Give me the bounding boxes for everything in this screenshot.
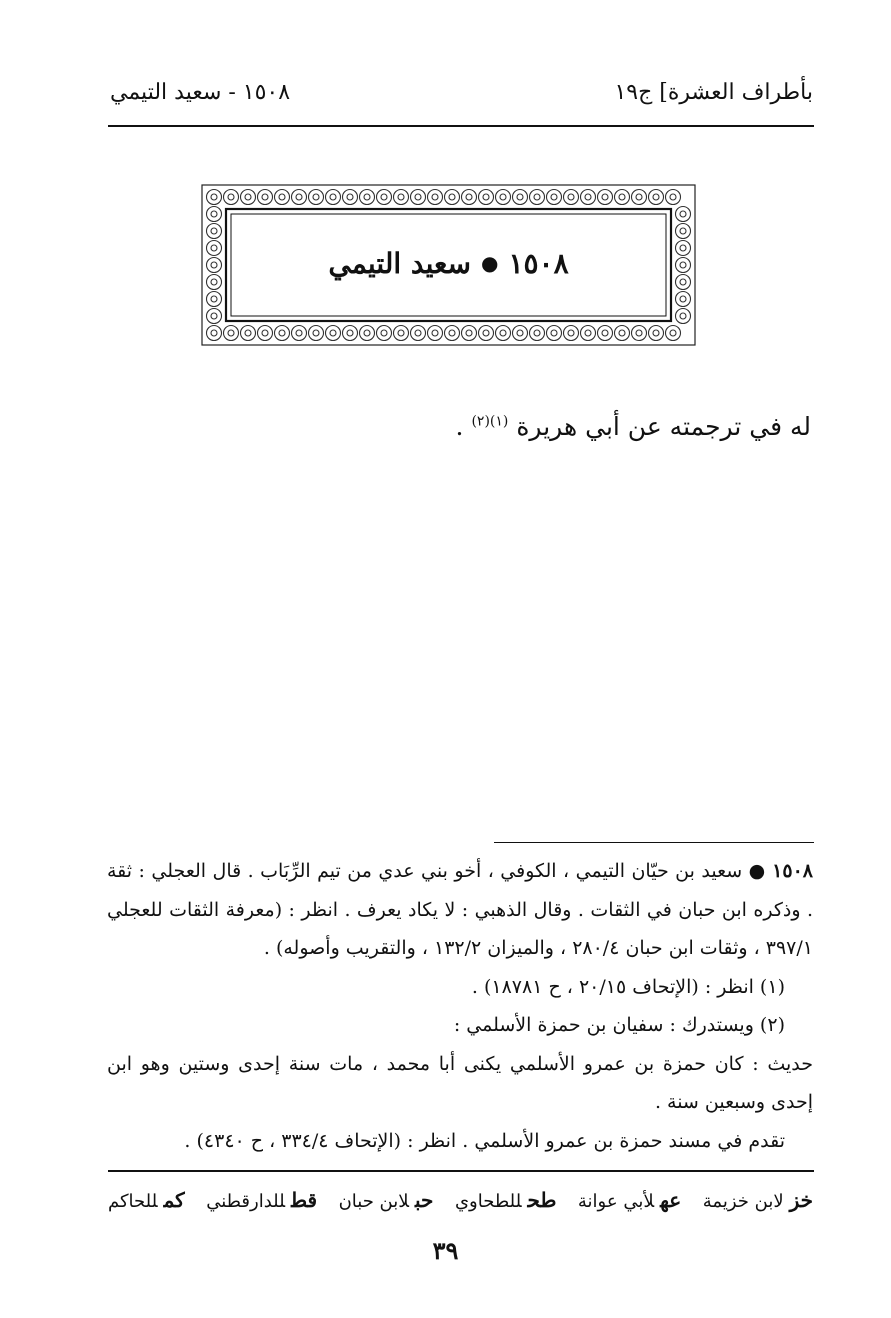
key-item xyxy=(578,1188,681,1212)
ornament-rosette xyxy=(530,190,545,205)
ornament-rosette xyxy=(479,190,494,205)
ornament-rosette xyxy=(666,326,681,341)
page-number: ٣٩ xyxy=(432,1236,459,1265)
main-text xyxy=(111,405,811,449)
abbreviation-key xyxy=(108,1180,813,1220)
ornament-rosette-center xyxy=(670,194,676,200)
ornament-rosette-center xyxy=(449,194,455,200)
ornament-rosette xyxy=(462,190,477,205)
main-text-end: . xyxy=(455,412,464,441)
ornament-rosette xyxy=(360,190,375,205)
footnotes xyxy=(107,852,813,1160)
ornament-rosette xyxy=(258,190,273,205)
entry-name: سعيد التيمي xyxy=(328,246,471,280)
footnote-1: (١) انظر : (الإتحاف ٢٠/١٥ ، ح ١٨٧٨١) . xyxy=(471,975,785,998)
key-code: طح xyxy=(527,1188,557,1212)
ornament-rosette xyxy=(241,326,256,341)
footnote-cross-reference: تقدم في مسند حمزة بن عمرو الأسلمي . انظر : (الإتحاف ٣٣٤/٤ ، ح ٤٣٤٠) . xyxy=(184,1129,785,1152)
ornament-rosette xyxy=(462,326,477,341)
ornament-rosette-center xyxy=(228,330,234,336)
ornament-rosette xyxy=(241,190,256,205)
ornament-rosette-center xyxy=(551,330,557,336)
ornament-rosette xyxy=(676,292,691,307)
ornament-rosette xyxy=(598,326,613,341)
ornament-rosette xyxy=(666,190,681,205)
ornament-rosette-center xyxy=(364,194,370,200)
ornament-rosette-center xyxy=(619,194,625,200)
ornament-rosette-center xyxy=(228,194,234,200)
key-code: حب xyxy=(415,1188,434,1212)
ornament-rosette xyxy=(649,326,664,341)
footnote-entry-number: ١٥٠٨ xyxy=(772,860,813,882)
ornament-rosette-center xyxy=(568,330,574,336)
ornament-rosette-center xyxy=(330,330,336,336)
ornament-rosette-center xyxy=(211,211,217,217)
ornament-rosette-center xyxy=(585,194,591,200)
key-label: لأبي عوانة xyxy=(577,1191,655,1212)
ornament-rosette xyxy=(394,326,409,341)
ornament-rosette xyxy=(513,326,528,341)
ornament-rosette xyxy=(496,190,511,205)
running-header-entry-title: ١٥٠٨ - سعيد التيمي xyxy=(110,80,291,105)
ornament-rosette xyxy=(343,190,358,205)
ornament-rosette-center xyxy=(653,330,659,336)
entry-title xyxy=(200,233,697,293)
footnote-references: (١)(٢) xyxy=(471,413,509,430)
ornament-rosette xyxy=(676,207,691,222)
header-rule xyxy=(108,125,814,127)
ornament-rosette-center xyxy=(262,330,268,336)
ornament-rosette-center xyxy=(347,194,353,200)
key-item xyxy=(703,1188,813,1212)
ornament-rosette xyxy=(615,326,630,341)
ornament-rosette-center xyxy=(680,211,686,217)
bullet-icon: ● xyxy=(481,251,499,275)
ornament-rosette xyxy=(479,326,494,341)
ornament-rosette xyxy=(326,326,341,341)
ornament-rosette xyxy=(547,326,562,341)
ornament-rosette-center xyxy=(381,194,387,200)
ornament-rosette-center xyxy=(211,313,217,319)
ornament-rosette-center xyxy=(415,330,421,336)
ornament-rosette xyxy=(224,326,239,341)
ornament-rosette-center xyxy=(381,330,387,336)
ornament-rosette xyxy=(207,309,222,324)
ornament-rosette xyxy=(496,326,511,341)
ornament-rosette-center xyxy=(636,330,642,336)
ornament-rosette-center xyxy=(680,313,686,319)
ornament-rosette xyxy=(513,190,528,205)
key-label: لابن خزيمة xyxy=(702,1191,784,1212)
ornament-rosette xyxy=(632,190,647,205)
ornament-rosette-center xyxy=(398,194,404,200)
bullet-icon: ● xyxy=(748,860,766,882)
ornament-rosette-center xyxy=(245,194,251,200)
entry-number: ١٥٠٨ xyxy=(508,246,569,280)
ornament-rosette-center xyxy=(415,194,421,200)
ornament-rosette xyxy=(445,326,460,341)
ornament-rosette-center xyxy=(500,330,506,336)
ornament-rosette-center xyxy=(466,330,472,336)
footnote-rule xyxy=(494,842,814,843)
footnote-entry xyxy=(107,852,813,968)
key-item xyxy=(339,1188,434,1212)
ornament-rosette xyxy=(275,326,290,341)
ornament-rosette-center xyxy=(449,330,455,336)
ornament-rosette-center xyxy=(653,194,659,200)
ornament-rosette xyxy=(581,326,596,341)
ornament-rosette-center xyxy=(636,194,642,200)
ornament-rosette-center xyxy=(313,194,319,200)
ornament-rosette xyxy=(676,309,691,324)
ornament-rosette-center xyxy=(483,194,489,200)
ornament-rosette-center xyxy=(296,194,302,200)
ornament-rosette xyxy=(275,190,290,205)
ornament-rosette-center xyxy=(398,330,404,336)
ornament-rosette-center xyxy=(279,194,285,200)
ornament-rosette-center xyxy=(602,330,608,336)
key-rule xyxy=(108,1170,814,1172)
footnote-2: (٢) ويستدرك : سفيان بن حمزة الأسلمي : xyxy=(453,1014,785,1036)
ornament-rosette xyxy=(207,326,222,341)
key-label: للطحاوي xyxy=(454,1191,522,1212)
ornament-rosette xyxy=(428,190,443,205)
ornament-rosette xyxy=(581,190,596,205)
ornament-rosette xyxy=(224,190,239,205)
entry-title-frame xyxy=(200,183,697,347)
ornament-rosette-center xyxy=(534,194,540,200)
key-label: للدارقطني xyxy=(206,1191,286,1212)
ornament-rosette xyxy=(445,190,460,205)
ornament-rosette xyxy=(394,190,409,205)
ornament-rosette xyxy=(309,190,324,205)
ornament-rosette xyxy=(564,326,579,341)
ornament-rosette xyxy=(207,190,222,205)
ornament-rosette xyxy=(292,190,307,205)
ornament-rosette xyxy=(258,326,273,341)
ornament-rosette xyxy=(309,326,324,341)
ornament-rosette xyxy=(207,207,222,222)
ornament-rosette-center xyxy=(517,330,523,336)
ornament-rosette xyxy=(428,326,443,341)
ornament-rosette-center xyxy=(602,194,608,200)
key-code: كم xyxy=(163,1188,185,1212)
ornament-rosette-center xyxy=(500,194,506,200)
ornament-rosette-center xyxy=(262,194,268,200)
ornament-rosette-center xyxy=(313,330,319,336)
ornament-rosette-center xyxy=(619,330,625,336)
ornament-rosette-center xyxy=(296,330,302,336)
ornament-rosette xyxy=(547,190,562,205)
ornament-rosette-center xyxy=(211,194,217,200)
ornament-rosette-center xyxy=(364,330,370,336)
ornament-rosette-center xyxy=(330,194,336,200)
ornament-rosette xyxy=(598,190,613,205)
ornament-rosette-center xyxy=(211,330,217,336)
ornament-rosette xyxy=(632,326,647,341)
ornament-rosette-center xyxy=(483,330,489,336)
ornament-rosette xyxy=(615,190,630,205)
key-label: لابن حبان xyxy=(338,1191,410,1212)
ornament-rosette xyxy=(292,326,307,341)
ornament-rosette xyxy=(564,190,579,205)
ornament-rosette xyxy=(411,190,426,205)
ornament-rosette xyxy=(326,190,341,205)
ornament-rosette-center xyxy=(432,330,438,336)
ornament-rosette xyxy=(360,326,375,341)
ornament-rosette-center xyxy=(279,330,285,336)
ornament-rosette xyxy=(649,190,664,205)
ornament-rosette xyxy=(207,292,222,307)
main-text-line: له في ترجمته عن أبي هريرة xyxy=(516,412,811,441)
footnote-hadith: حديث : كان حمزة بن عمرو الأسلمي يكنى أبا محمد ، مات سنة إحدى وستين وهو ابن إحدى وسبعين سنة . xyxy=(107,1052,813,1113)
key-item xyxy=(206,1188,317,1212)
key-item xyxy=(455,1188,556,1212)
ornament-rosette-center xyxy=(534,330,540,336)
key-label: للحاكم xyxy=(108,1191,158,1212)
ornament-rosette xyxy=(377,326,392,341)
key-code: خز xyxy=(789,1188,813,1212)
ornament-rosette-center xyxy=(585,330,591,336)
ornament-rosette-center xyxy=(517,194,523,200)
key-code: قط xyxy=(291,1188,318,1212)
ornament-rosette-center xyxy=(432,194,438,200)
running-header-book-title: بأطراف العشرة] ج١٩ xyxy=(614,80,813,105)
ornament-rosette-center xyxy=(568,194,574,200)
ornament-rosette xyxy=(343,326,358,341)
key-code: عه xyxy=(660,1188,682,1212)
ornament-rosette xyxy=(411,326,426,341)
key-item xyxy=(108,1188,185,1212)
ornament-rosette xyxy=(377,190,392,205)
ornament-rosette-center xyxy=(347,330,353,336)
ornament-rosette-center xyxy=(670,330,676,336)
footnote-entry-text: سعيد بن حيّان التيمي ، الكوفي ، أخو بني عدي من تيم الرِّبَاب . قال العجلي : ثقة . وذكره ابن حبان في الثقات . وقال الذهبي : لا يكاد يعرف . انظر : (معرفة الثقات للعجلي ٣٩٧/١ ، وثقات ابن حبان ٢٨٠/٤ ، والميزان ١٣٢/٢ ، والتقريب وأصوله) . xyxy=(107,860,813,959)
ornament-rosette-center xyxy=(680,296,686,302)
ornament-rosette-center xyxy=(551,194,557,200)
ornament-rosette-center xyxy=(211,296,217,302)
ornament-rosette-center xyxy=(245,330,251,336)
ornament-rosette xyxy=(530,326,545,341)
ornament-rosette-center xyxy=(466,194,472,200)
